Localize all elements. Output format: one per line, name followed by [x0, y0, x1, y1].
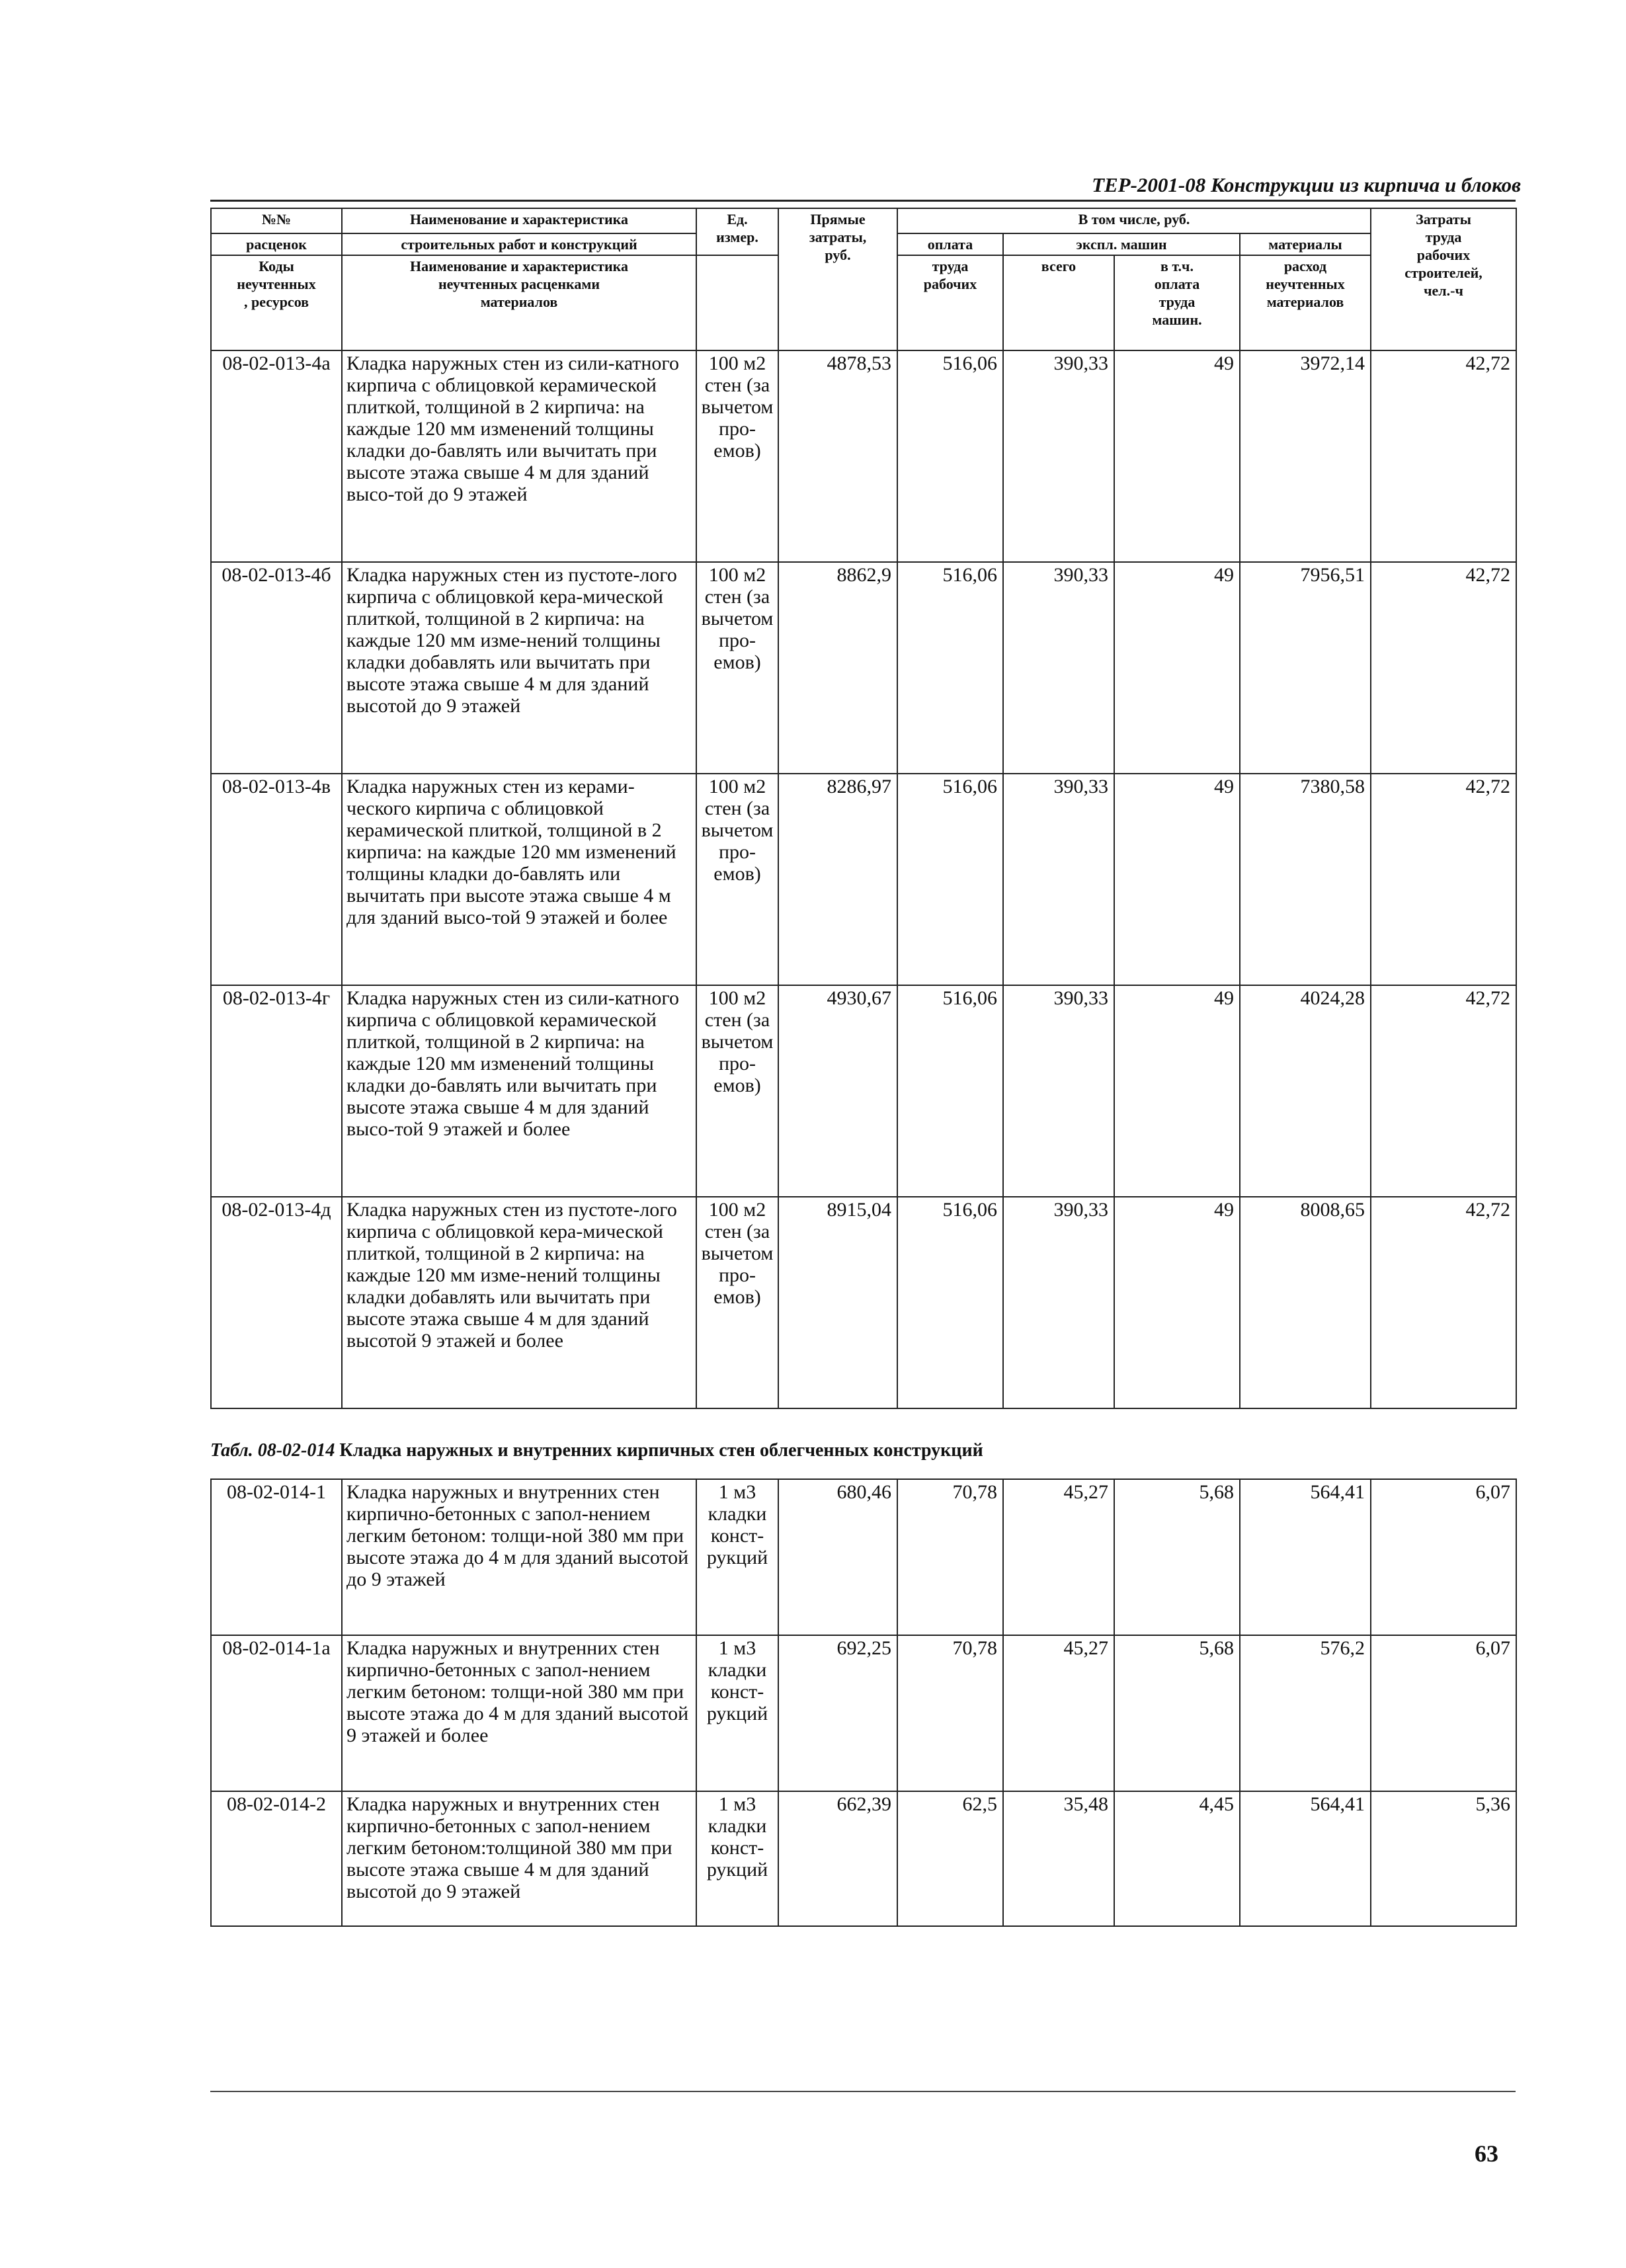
- table-row: [211, 1635, 1516, 1791]
- table-body-013: [211, 350, 1516, 1408]
- rate-code: 08-02-013-4д: [211, 1197, 342, 1408]
- col-name-subheader: строительных работ и конструкций: [342, 233, 696, 255]
- table-header: [211, 208, 1516, 350]
- labor-pay: 516,06: [897, 350, 1003, 562]
- work-description: Кладка наружных стен из пустоте-лого кирпича с облицовкой кера-мической плиткой, толщиной в 2 кирпича: на каждые 120 мм изме-нений толщины кладки добавлять или вычитать при высоте этажа свыше 4 м для зданий высотой 9 этажей и более: [342, 1197, 696, 1408]
- table-row: [211, 1791, 1516, 1926]
- table-row: [211, 1197, 1516, 1408]
- materials-cost: 576,2: [1240, 1635, 1371, 1791]
- rate-code: 08-02-013-4в: [211, 774, 342, 985]
- running-header: ТЕР-2001-08 Конструкции из кирпича и блоков: [1092, 173, 1521, 196]
- materials-cost: 4024,28: [1240, 985, 1371, 1197]
- rate-code: 08-02-014-2: [211, 1791, 342, 1926]
- col-labor-cost-header: Затраты труда рабочих строителей, чел.-ч: [1371, 208, 1516, 350]
- direct-costs: 8286,97: [778, 774, 897, 985]
- rate-code: 08-02-014-1а: [211, 1635, 342, 1791]
- table-row: [211, 562, 1516, 774]
- unit-of-measure: 100 м2 стен (за вычетом про-емов): [696, 774, 778, 985]
- col-unaccounted-name-header: Наименование и характеристика неучтенных расценками материалов: [342, 255, 696, 350]
- labor-pay: 62,5: [897, 1791, 1003, 1926]
- machine-labor-pay: 49: [1114, 562, 1240, 774]
- unit-of-measure: 100 м2 стен (за вычетом про-емов): [696, 985, 778, 1197]
- machine-labor-pay: 5,68: [1114, 1635, 1240, 1791]
- col-materials-header: расход неучтенных материалов: [1240, 255, 1371, 350]
- table-caption-number: Табл. 08-02-014: [210, 1440, 335, 1461]
- machine-total: 390,33: [1003, 774, 1114, 985]
- labor-hours: 42,72: [1371, 350, 1516, 562]
- unit-of-measure: 1 м3 кладки конст-рукций: [696, 1635, 778, 1791]
- labor-hours: 6,07: [1371, 1479, 1516, 1635]
- table-row: [211, 1479, 1516, 1635]
- machine-labor-pay: 49: [1114, 774, 1240, 985]
- machine-labor-pay: 49: [1114, 1197, 1240, 1408]
- labor-hours: 6,07: [1371, 1635, 1516, 1791]
- col-name-header: Наименование и характеристика: [342, 208, 696, 233]
- work-description: Кладка наружных и внутренних стен кирпично-бетонных с запол-нением легким бетоном: толщи-ной 380 мм при высоте этажа до 4 м для зданий высотой до 9 этажей: [342, 1479, 696, 1635]
- work-description: Кладка наружных и внутренних стен кирпично-бетонных с запол-нением легким бетоном: толщи-ной 380 мм при высоте этажа до 4 м для зданий высотой 9 этажей и более: [342, 1635, 696, 1791]
- rates-table-08-02-014: [210, 1478, 1517, 1927]
- unit-of-measure: 1 м3 кладки конст-рукций: [696, 1479, 778, 1635]
- labor-pay: 516,06: [897, 985, 1003, 1197]
- table-caption-08-02-014: [210, 1440, 1516, 1461]
- work-description: Кладка наружных стен из пустоте-лого кирпича с облицовкой кера-мической плиткой, толщиной в 2 кирпича: на каждые 120 мм изме-нений толщины кладки добавлять или вычитать при высоте этажа свыше 4 м для зданий высотой до 9 этажей: [342, 562, 696, 774]
- table-row: [211, 774, 1516, 985]
- machine-total: 390,33: [1003, 1197, 1114, 1408]
- direct-costs: 8862,9: [778, 562, 897, 774]
- rate-code: 08-02-013-4б: [211, 562, 342, 774]
- direct-costs: 680,46: [778, 1479, 897, 1635]
- machine-total: 390,33: [1003, 985, 1114, 1197]
- table-row: [211, 985, 1516, 1197]
- header-rule: [210, 200, 1516, 202]
- direct-costs: 4878,53: [778, 350, 897, 562]
- unit-of-measure: 100 м2 стен (за вычетом про-емов): [696, 562, 778, 774]
- rate-code: 08-02-013-4г: [211, 985, 342, 1197]
- col-unit-header: Ед. измер.: [696, 208, 778, 255]
- labor-hours: 42,72: [1371, 985, 1516, 1197]
- machine-total: 390,33: [1003, 562, 1114, 774]
- direct-costs: 692,25: [778, 1635, 897, 1791]
- col-unaccounted-codes-header: Коды неучтенных , ресурсов: [211, 255, 342, 350]
- rate-code: 08-02-013-4а: [211, 350, 342, 562]
- unit-of-measure: 1 м3 кладки конст-рукций: [696, 1791, 778, 1926]
- unit-of-measure: 100 м2 стен (за вычетом про-емов): [696, 1197, 778, 1408]
- materials-cost: 564,41: [1240, 1791, 1371, 1926]
- machine-labor-pay: 4,45: [1114, 1791, 1240, 1926]
- rate-code: 08-02-014-1: [211, 1479, 342, 1635]
- materials-cost: 8008,65: [1240, 1197, 1371, 1408]
- unit-of-measure: 100 м2 стен (за вычетом про-емов): [696, 350, 778, 562]
- col-including-header: В том числе, руб.: [897, 208, 1371, 233]
- col-materials-group-header: материалы: [1240, 233, 1371, 255]
- col-unit-spacer: [696, 255, 778, 350]
- machine-total: 45,27: [1003, 1635, 1114, 1791]
- labor-pay: 516,06: [897, 774, 1003, 985]
- machine-labor-pay: 49: [1114, 350, 1240, 562]
- labor-hours: 42,72: [1371, 1197, 1516, 1408]
- machine-total: 45,27: [1003, 1479, 1114, 1635]
- footer-rule: [210, 2091, 1516, 2092]
- labor-hours: 5,36: [1371, 1791, 1516, 1926]
- materials-cost: 564,41: [1240, 1479, 1371, 1635]
- rates-table-08-02-013: [210, 208, 1517, 1409]
- direct-costs: 662,39: [778, 1791, 897, 1926]
- work-description: Кладка наружных стен из сили-катного кирпича с облицовкой керамической плиткой, толщиной в 2 кирпича: на каждые 120 мм изменений толщины кладки до-бавлять или вычитать при высоте этажа свыше 4 м для зданий высо-той до 9 этажей: [342, 350, 696, 562]
- labor-pay: 70,78: [897, 1635, 1003, 1791]
- machine-labor-pay: 49: [1114, 985, 1240, 1197]
- work-description: Кладка наружных стен из сили-катного кирпича с облицовкой керамической плиткой, толщиной в 2 кирпича: на каждые 120 мм изменений толщины кладки до-бавлять или вычитать при высоте этажа свыше 4 м для зданий высо-той 9 этажей и более: [342, 985, 696, 1197]
- work-description: Кладка наружных стен из керами-ческого кирпича с облицовкой керамической плиткой, толщиной в 2 кирпича: на каждые 120 мм изменений толщины кладки до-бавлять или вычитать при высоте этажа свыше 4 м для зданий высо-той 9 этажей и более: [342, 774, 696, 985]
- materials-cost: 7380,58: [1240, 774, 1371, 985]
- labor-pay: 70,78: [897, 1479, 1003, 1635]
- direct-costs: 8915,04: [778, 1197, 897, 1408]
- col-machine-group-header: экспл. машин: [1003, 233, 1240, 255]
- machine-total: 390,33: [1003, 350, 1114, 562]
- page-number: 63: [1475, 2140, 1498, 2167]
- col-direct-header: Прямые затраты, руб.: [778, 208, 897, 350]
- table-body-014: [211, 1479, 1516, 1926]
- labor-hours: 42,72: [1371, 562, 1516, 774]
- machine-labor-pay: 5,68: [1114, 1479, 1240, 1635]
- direct-costs: 4930,67: [778, 985, 897, 1197]
- work-description: Кладка наружных и внутренних стен кирпично-бетонных с запол-нением легким бетоном:толщиной 380 мм при высоте этажа свыше 4 м для зданий высотой до 9 этажей: [342, 1791, 696, 1926]
- machine-total: 35,48: [1003, 1791, 1114, 1926]
- col-labor-pay-subheader: труда рабочих: [897, 255, 1003, 350]
- col-labor-pay-header: оплата: [897, 233, 1003, 255]
- labor-hours: 42,72: [1371, 774, 1516, 985]
- col-machine-labor-header: в т.ч. оплата труда машин.: [1114, 255, 1240, 350]
- labor-pay: 516,06: [897, 562, 1003, 774]
- labor-pay: 516,06: [897, 1197, 1003, 1408]
- table-row: [211, 350, 1516, 562]
- col-code-subheader: расценок: [211, 233, 342, 255]
- col-machine-total-header: всего: [1003, 255, 1114, 350]
- materials-cost: 3972,14: [1240, 350, 1371, 562]
- col-code-header: №№: [211, 208, 342, 233]
- materials-cost: 7956,51: [1240, 562, 1371, 774]
- table-caption-title: Кладка наружных и внутренних кирпичных стен облегченных конструкций: [339, 1440, 983, 1461]
